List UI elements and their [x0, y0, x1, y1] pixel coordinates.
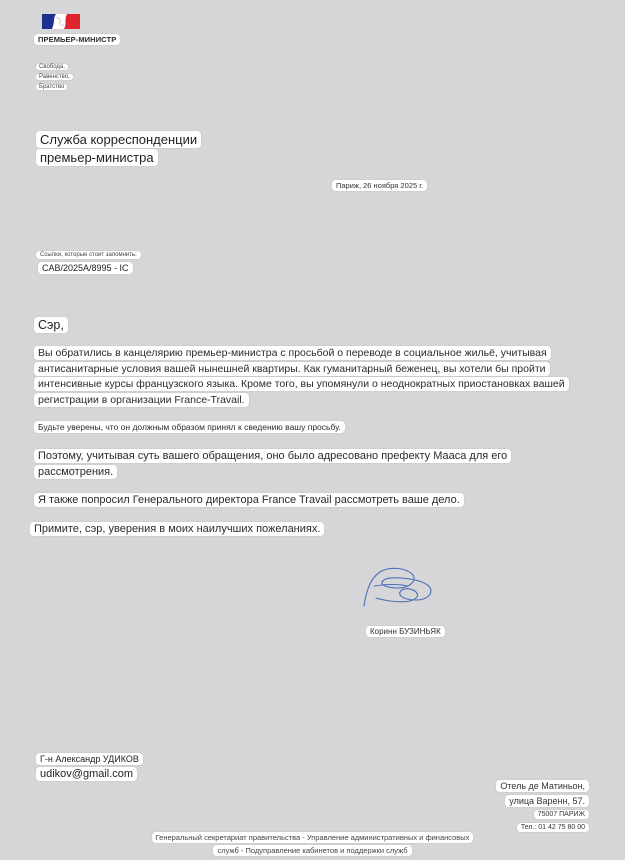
address-line: 75007 ПАРИЖ: [534, 810, 589, 819]
motto-line: Свобода,: [36, 64, 68, 70]
handwritten-signature: [356, 562, 440, 612]
recipient-email: udikov@gmail.com: [36, 766, 137, 782]
address-line: улица Варенн, 57.: [505, 795, 589, 807]
references-label: Ссылки, которые стоит запомнить:: [36, 250, 141, 260]
salutation: Сэр,: [34, 316, 68, 334]
references-value: CAB/2025A/8995 - IC: [38, 262, 133, 275]
footer-department: Генеральный секретариат правительства - Управление административных и финансовых служб - Подуправление кабинетов и поддержки служб: [130, 831, 495, 857]
sender-service: Служба корреспонденции премьер-министра: [36, 131, 256, 167]
letter-paragraph-3: Поэтому, учитывая суть вашего обращения, оно было адресовано префекту Мааса для его рассмотрения.: [34, 448, 574, 480]
letter-closing: Примите, сэр, уверения в моих наилучших пожеланиях.: [30, 521, 590, 537]
motto-line: Братство: [36, 84, 67, 90]
motto-line: Равенство,: [36, 74, 73, 80]
letter-paragraph-4: Я также попросил Генерального директора France Travail рассмотреть ваше дело.: [34, 492, 594, 508]
sender-address: [429, 779, 589, 835]
letter-date: Париж, 26 ноября 2025 г.: [332, 180, 427, 192]
republic-motto: [36, 62, 96, 92]
letter-paragraph-1: Вы обратились в канцелярию премьер-министра с просьбой о переводе в социальное жильё, учитывая антисанитарные условия вашей нынешней квартиры. Как гуманитарный беженец, вы хотели бы пройти интенсивные курсы французского языка. Кроме того, вы упомянули о неоднократных приостановках вашей регистрации в организации France-Travail.: [34, 346, 594, 408]
republic-flag-logo: [42, 14, 80, 29]
recipient-name: Г-н Александр УДИКОВ: [36, 752, 143, 766]
letter-paragraph-2: Будьте уверены, что он должным образом принял к сведению вашу просьбу.: [34, 420, 594, 434]
institution-title: ПРЕМЬЕР-МИНИСТР: [34, 33, 120, 47]
phone-line: Тел.: 01 42 75 80 00: [517, 823, 589, 832]
signer-name: Коринн БУЗИНЬЯК: [366, 625, 445, 638]
address-line: Отель де Матиньон,: [496, 780, 589, 792]
